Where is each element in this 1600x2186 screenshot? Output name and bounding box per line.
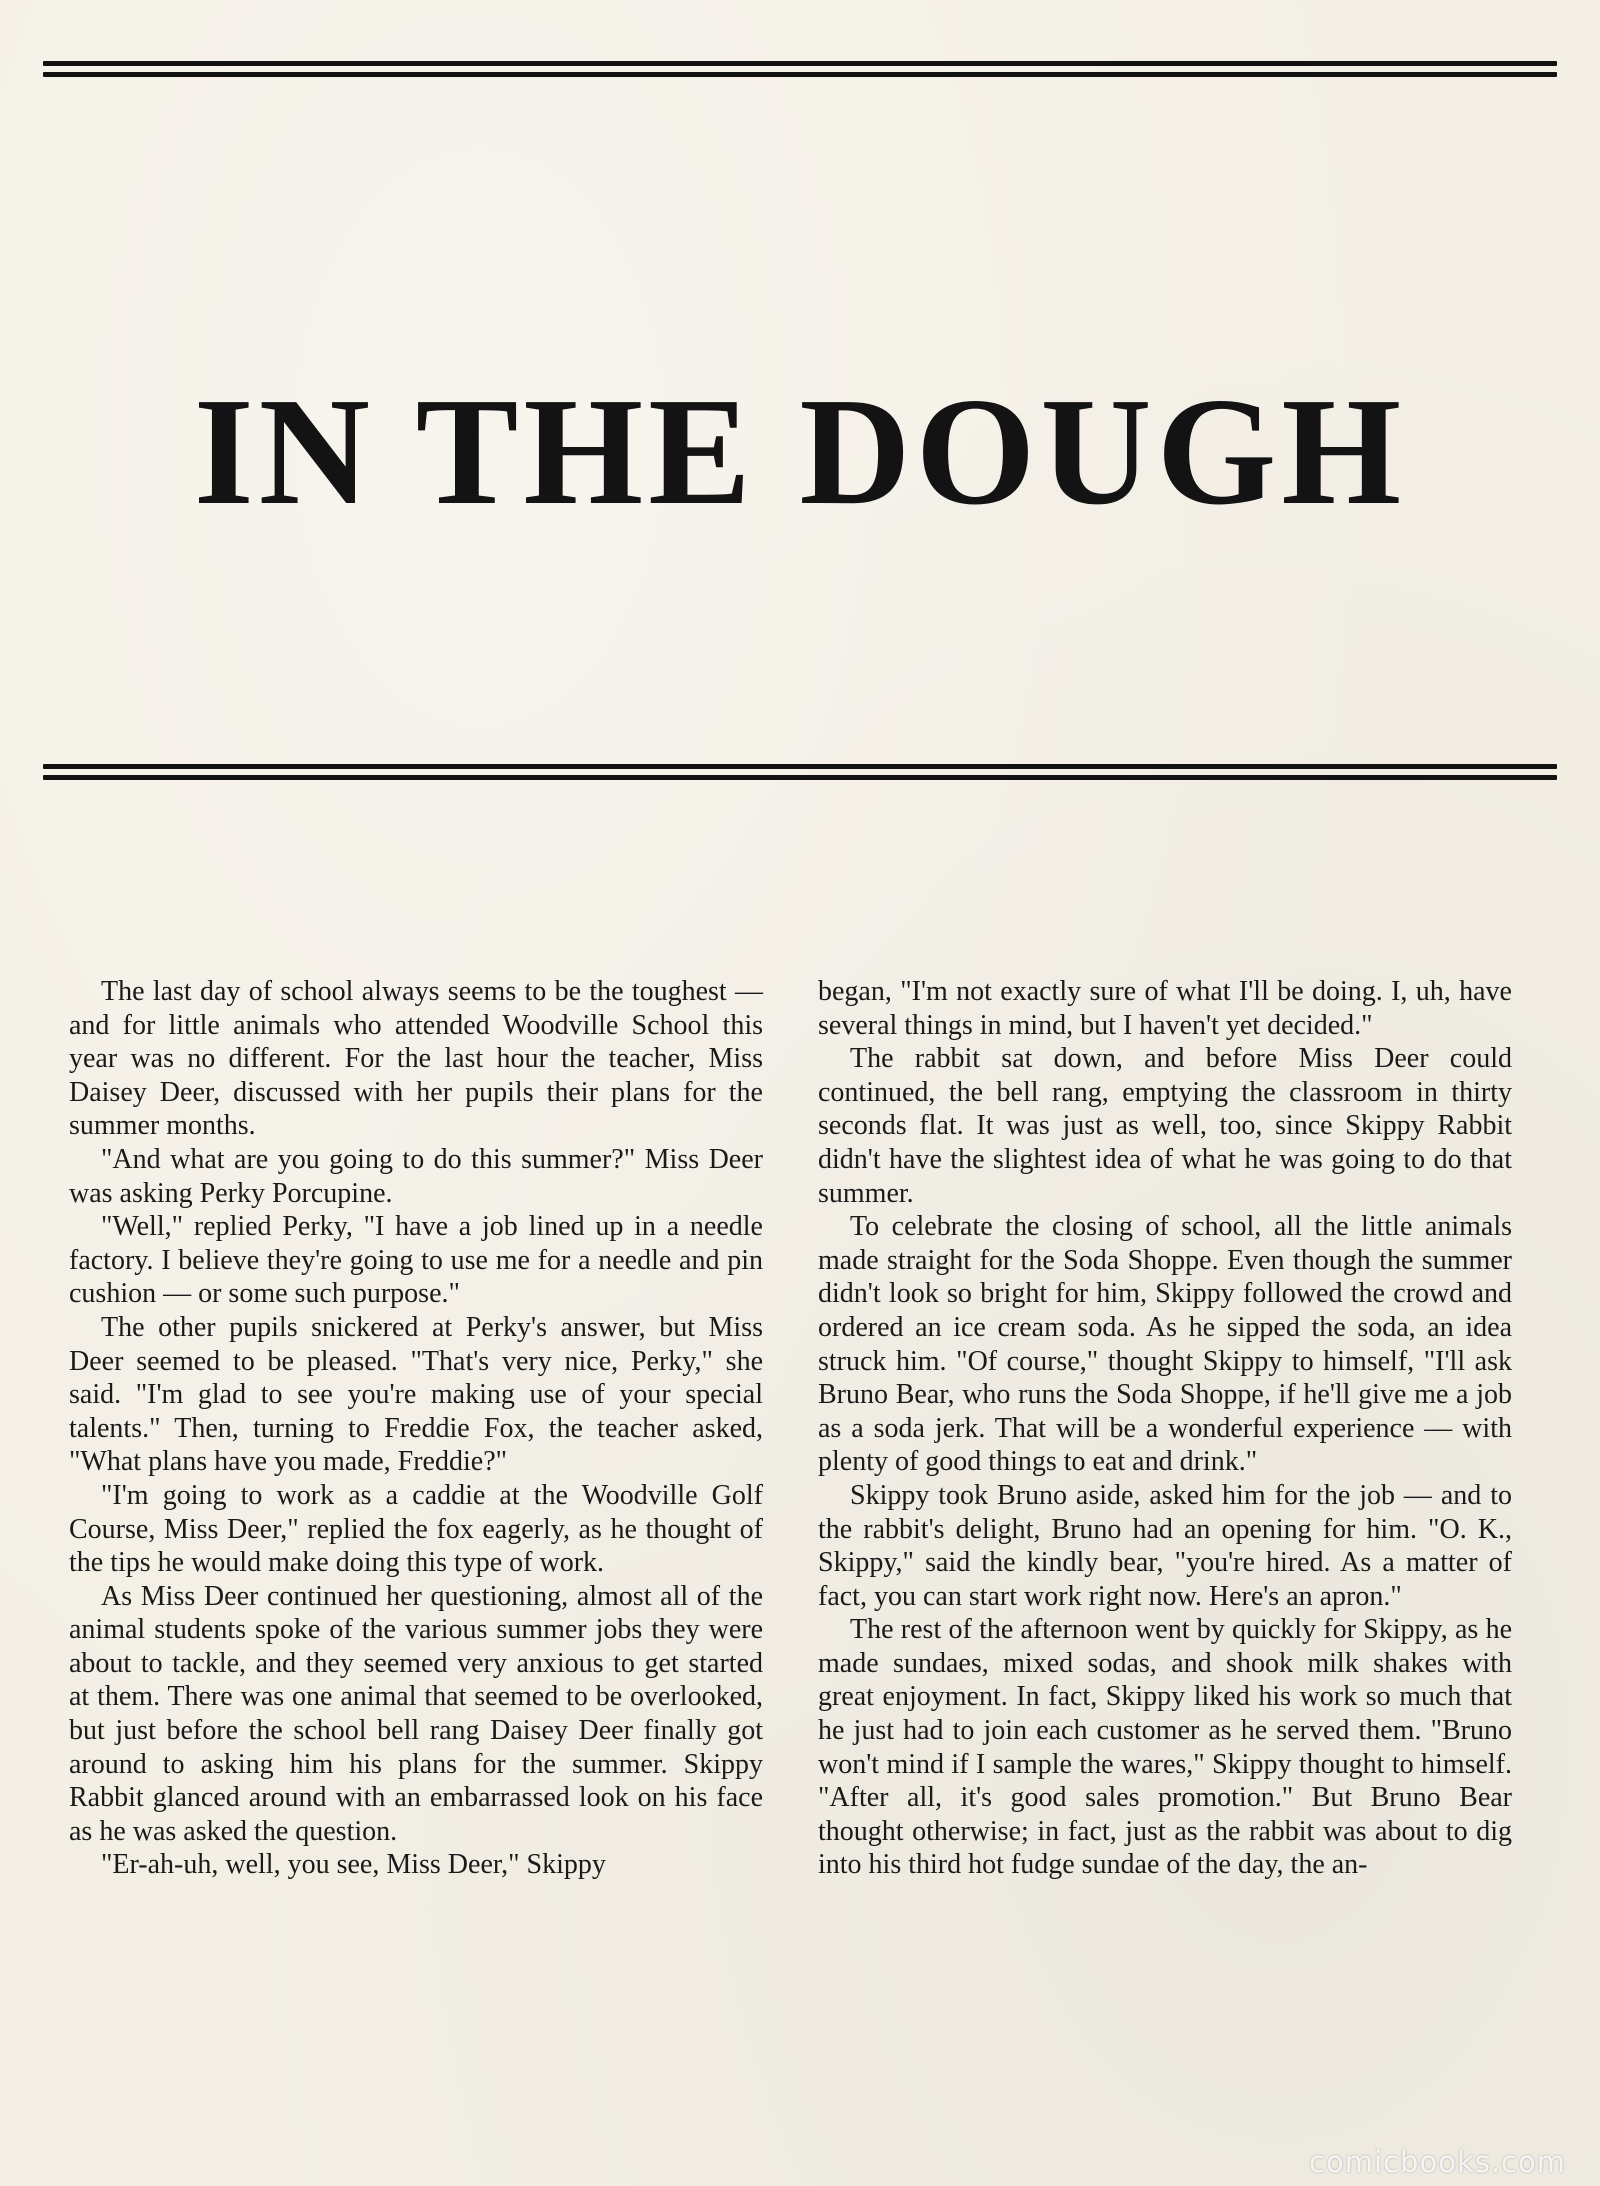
paragraph-continued: began, "I'm not exactly sure of what I'll be doing. I, uh, have several things in mind, but I haven't yet decided." [818,976,1512,1041]
story-title: IN THE DOUGH [193,367,1407,537]
paragraph: As Miss Deer continued her questioning, almost all of the animal students spoke of the various summer jobs they were about to tackle, and they seemed very anxious to get started at them. There was one animal that seemed to be overlooked, but just before the school bell rang Daisey Deer finally got around to asking him his plans for the summer. Skippy Rabbit glanced around with an embarrassed look on his face as he was asked the question. [69,1580,763,1847]
site-watermark: comicbooks.com [1309,2145,1566,2179]
paragraph: The last day of school always seems to be the toughest — and for little animals who attended Woodville School this year was no different. For the last hour the teacher, Miss Daisey Deer, discussed with her pupils their plans for the summer months. [69,976,763,1142]
top-double-rule [43,61,1557,78]
paragraph: The rest of the afternoon went by quickly for Skippy, as he made sundaes, mixed sodas, and shook milk shakes with great enjoyment. In fact, Skippy liked his work so much that he just had to join each customer as he served them. "Bruno won't mind if I sample the wares," Skippy thought to himself. "After all, it's good sales promotion." But Bruno Bear thought otherwise; in fact, just as the rabbit was about to dig into his third hot fudge sundae of the day, the an- [818,1614,1512,1881]
paragraph: "And what are you going to do this summer?" Miss Deer was asking Perky Porcupine. [69,1143,763,1209]
right-text-column [818,975,1512,1882]
paragraph: "Er-ah-uh, well, you see, Miss Deer," Skippy [101,1849,606,1881]
paragraph: The rabbit sat down, and before Miss Deer could continued, the bell rang, emptying the classroom in thirty seconds flat. It was just as well, too, since Skippy Rabbit didn't have the slightest idea of what he was going to do that summer. [818,1043,1512,1209]
paragraph: "Well," replied Perky, "I have a job lined up in a needle factory. I believe they're going to use me for a needle and pin cushion — or some such purpose." [69,1211,763,1310]
paragraph: To celebrate the closing of school, all the little animals made straight for the Soda Shoppe. Even though the summer didn't look so bright for him, Skippy followed the crowd and ordered an ice cream soda. As he sipped the soda, an idea struck him. "Of course," thought Skippy to himself, "I'll ask Bruno Bear, who runs the Soda Shoppe, if he'll give me a job as a soda jerk. That will be a wonderful experience — with plenty of good things to eat and drink." [818,1211,1512,1478]
paragraph: "I'm going to work as a caddie at the Woodville Golf Course, Miss Deer," replied the fox eagerly, as he thought of the tips he would make doing this type of work. [69,1479,763,1579]
left-text-column [69,975,763,1882]
paragraph: The other pupils snickered at Perky's answer, but Miss Deer seemed to be pleased. "That's very nice, Perky," she said. "I'm glad to see you're making use of your special talents." Then, turning to Freddie Fox, the teacher asked, "What plans have you made, Freddie?" [69,1311,763,1478]
bottom-double-rule [43,764,1557,781]
paragraph: Skippy took Bruno aside, asked him for the job — and to the rabbit's delight, Bruno had an opening for him. "O. K., Skippy," said the kindly bear, "you're hired. As a matter of fact, you can start work right now. Here's an apron." [818,1479,1512,1612]
